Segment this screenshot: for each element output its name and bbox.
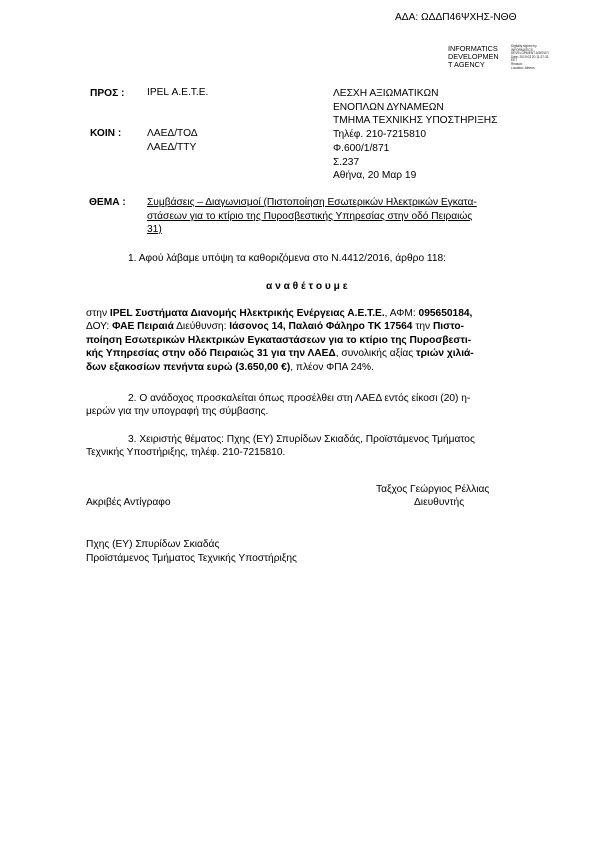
award-heading: α ν α θ έ τ ο υ μ ε — [266, 281, 348, 292]
bold-text: ΦΑΕ Πειραιά — [112, 321, 174, 333]
digital-signature-details: Digitally signed by INFORMATICS DEVELOPMENT AGENCY Date: 2019.03.20 11:27:31 EET Reason: Location: Athens — [511, 44, 550, 70]
subject-label: ΘΕΜΑ : — [89, 197, 126, 208]
bold-text: 095650184, — [418, 308, 473, 319]
plain-text: , πλέον ΦΠΑ 24%. — [290, 361, 374, 373]
paragraph-2: 2. Ο ανάδοχος προσκαλείται όπως προσέλθει στη ΛΑΕΔ εντός είκοσι (20) η- μερών για την υπογραφή της σύμβασης. — [86, 393, 471, 418]
bold-text: δων εξακοσίων πενήντα ευρώ (3.650,00 €) — [86, 361, 291, 373]
bold-text: ποίηση Εσωτερικών Ηλεκτρικών Εγκαταστάσεων για το κτίριο της Πυροσβεστι- — [86, 334, 472, 346]
stamp-text: INFORMATICS DEVELOPMEN T AGENCY — [448, 44, 499, 69]
award-line — [86, 347, 545, 360]
koin-values: ΛΑΕΔ/ΤΟΔ ΛΑΕΔ/ΤΤΥ — [147, 128, 198, 153]
ada-code: ΑΔΑ: ΩΔΔΠ46ΨΧΗΣ-ΝΘΘ — [395, 12, 517, 23]
paragraph-1: 1. Αφού λάβαμε υπόψη τα καθοριζόμενα στο Ν.4412/2016, άρθρο 118: — [128, 253, 447, 264]
sender-block — [333, 87, 497, 183]
bold-text: IPEL Συστήματα Διανομής Ηλεκτρικής Ενέργειας Α.Ε.Τ.Ε. — [109, 308, 385, 319]
award-line — [86, 307, 545, 320]
koin-label: ΚΟΙΝ : — [90, 128, 122, 139]
subject-text: Συμβάσεις – Διαγωνισμοί (Πιστοποίηση Εσωτερικών Ηλεκτρικών Εγκατα- στάσεων για το κτίριο της Πυροσβεστικής Υπηρεσίας στην οδό Πειραιώς 31) — [147, 197, 477, 235]
sender-line: Σ.237 — [333, 156, 360, 168]
pros-value: IPEL Α.Ε.Τ.Ε. — [147, 87, 209, 98]
bold-text: Πιστο- — [432, 321, 464, 333]
bold-text: Ιάσονος 14, Παλαιό Φάληρο ΤΚ 17564 — [229, 321, 413, 333]
sender-line: Αθήνα, 20 Μαρ 19 — [333, 170, 417, 182]
plain-text: , ΑΦΜ: — [384, 308, 419, 319]
sender-line: Τηλέφ. 210-7215810 — [333, 129, 427, 141]
pros-label: ΠΡΟΣ : — [90, 88, 125, 99]
plain-text: την — [412, 321, 433, 333]
award-line — [86, 361, 545, 374]
sender-line: ΤΜΗΜΑ ΤΕΧΝΙΚΗΣ ΥΠΟΣΤΗΡΙΞΗΣ — [333, 115, 498, 127]
plain-text: Διεύθυνση: — [173, 321, 230, 333]
signatory-name: Ταξχος Γεώργιος Ρέλλιας — [376, 484, 490, 495]
digital-stamp — [448, 45, 499, 69]
bold-text: τριών χιλιά- — [416, 348, 474, 360]
paragraph-3: 3. Χειριστής θέματος: Πχης (ΕΥ) Σπυρίδων Σκιαδάς, Προϊστάμενος Τμήματος Τεχνικής Υποστήριξης, τηλέφ. 210-7215810. — [86, 434, 475, 459]
award-line — [86, 334, 545, 347]
footer-block: Πχης (ΕΥ) Σπυρίδων Σκιαδάς Προϊστάμενος Τμήματος Τεχνικής Υποστήριξης — [86, 539, 297, 564]
sender-line: ΕΝΟΠΛΩΝ ΔΥΝΑΜΕΩΝ — [333, 101, 444, 113]
award-line — [86, 320, 545, 333]
sender-line: Φ.600/1/871 — [333, 142, 390, 154]
award-paragraph — [86, 307, 545, 374]
plain-text: στην — [86, 308, 110, 319]
certified-copy-label: Ακριβές Αντίγραφο — [86, 497, 171, 508]
plain-text: , συνολικής αξίας — [335, 348, 417, 360]
bold-text: κής Υπηρεσίας στην οδό Πειραιώς 31 για την ΛΑΕΔ — [86, 348, 336, 360]
sender-line: ΛΕΣΧΗ ΑΞΙΩΜΑΤΙΚΩΝ — [333, 88, 439, 99]
signatory-title: Διευθυντής — [414, 497, 465, 508]
plain-text: ΔΟΥ: — [86, 321, 113, 333]
